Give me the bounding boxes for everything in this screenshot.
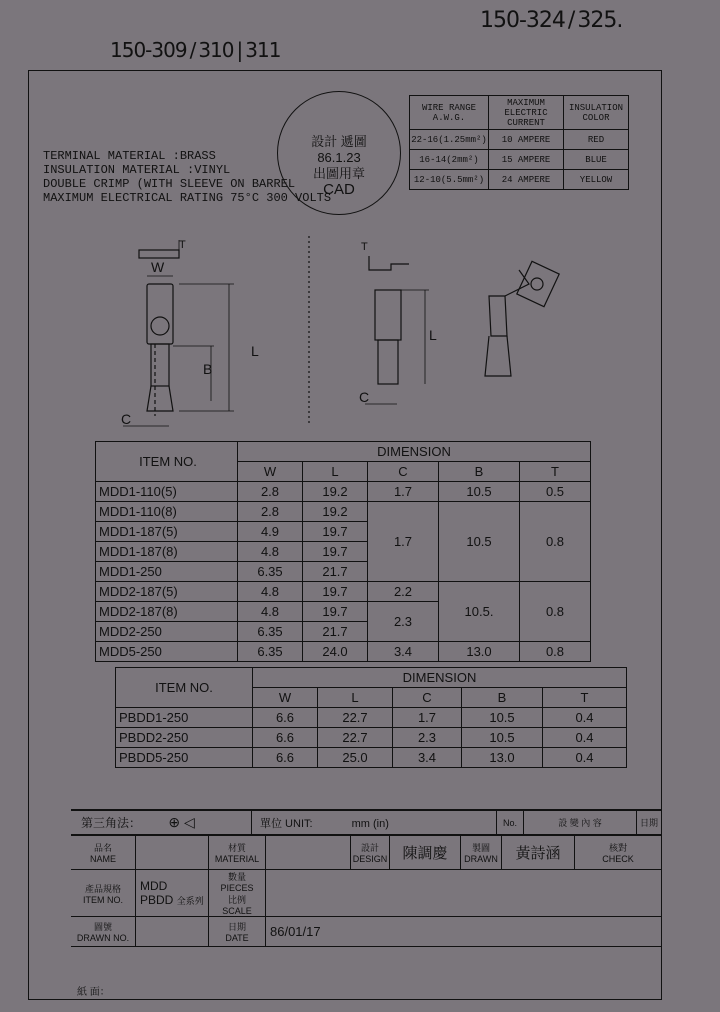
label-b: B — [203, 361, 213, 377]
item-cell: MDD5-250 — [96, 642, 238, 662]
rev-date-header: 日期 — [637, 811, 662, 835]
item-cell: MDD1-187(8) — [96, 542, 238, 562]
item-cell: MDD1-250 — [96, 562, 238, 582]
terminal-iso-view — [485, 261, 559, 376]
col-t: T — [543, 688, 627, 708]
current-cell: 24 AMPERE — [489, 170, 564, 190]
rev-content-header: 設 變 內 容 — [524, 811, 637, 835]
item-value — [136, 870, 209, 917]
t-cell: 0.5 — [520, 482, 591, 502]
wire-range-cell: 12-10(5.5mm²) — [410, 170, 489, 190]
pieces-en: PIECES — [220, 883, 254, 893]
label-w: W — [151, 259, 165, 275]
w-cell: 6.6 — [253, 728, 318, 748]
label-t: T — [179, 239, 186, 251]
barrel — [151, 344, 169, 386]
rev-no-header: No. — [497, 811, 524, 835]
item-value-mdd: MDD — [140, 879, 168, 893]
wire-range-cell: 22-16(1.25mm²) — [410, 130, 489, 150]
t-cell-group: 0.8 — [520, 582, 591, 642]
drawn-label — [461, 836, 502, 870]
code-150-324: 150-324 — [480, 8, 565, 33]
col-c: C — [368, 462, 439, 482]
l-cell: 19.7 — [303, 542, 368, 562]
unit-label: 單位 UNIT: — [260, 817, 313, 830]
l-cell: 22.7 — [318, 708, 393, 728]
title-block-main — [71, 835, 661, 947]
c-cell: 1.7 — [368, 482, 439, 502]
spec-double-crimp: DOUBLE CRIMP (WITH SLEEVE ON BARREL — [43, 177, 296, 191]
table-row — [116, 748, 627, 768]
c-cell: 3.4 — [368, 642, 439, 662]
b-cell: 10.5 — [462, 708, 543, 728]
item-cell: PBDD5-250 — [116, 748, 253, 768]
l-cell: 19.2 — [303, 502, 368, 522]
design-cn: 設計 — [360, 843, 379, 853]
l-cell: 24.0 — [303, 642, 368, 662]
w-cell: 4.9 — [238, 522, 303, 542]
stamp-line-2: 86.1.23 — [317, 150, 361, 165]
label-c2: C — [359, 389, 370, 405]
material-label — [209, 836, 266, 870]
drawn-en: DRAWN — [464, 854, 498, 864]
dimension-header: DIMENSION — [253, 668, 627, 688]
w-cell: 2.8 — [238, 482, 303, 502]
design-label — [351, 836, 390, 870]
design-en: DESIGN — [352, 854, 388, 864]
drawnno-cn: 圖號 — [93, 922, 112, 932]
material-en: MATERIAL — [214, 854, 260, 864]
drafter-name: 黃詩涵 — [502, 836, 575, 870]
terminal-side-view — [365, 256, 429, 404]
sleeve-end — [147, 386, 173, 411]
date-value: 86/01/17 — [266, 917, 662, 947]
pieces-scale-label — [209, 870, 266, 917]
l-cell: 19.2 — [303, 482, 368, 502]
scale-cn: 比例 — [227, 895, 246, 905]
item-cell: PBDD2-250 — [116, 728, 253, 748]
header-code-right: 150-324 / 325. — [480, 8, 623, 33]
color-cell: RED — [564, 130, 629, 150]
l-cell: 19.7 — [303, 602, 368, 622]
w-cell: 4.8 — [238, 602, 303, 622]
item-no-header: ITEM NO. — [116, 668, 253, 708]
table-row — [116, 728, 627, 748]
item-value-pbdd: PBDD — [140, 893, 174, 907]
item-cell: MDD2-250 — [96, 622, 238, 642]
title-block-top — [71, 810, 661, 835]
spec-terminal-material: TERMINAL MATERIAL :BRASS — [43, 149, 216, 163]
label-t2: T — [361, 241, 368, 253]
dimension-table-pbdd — [115, 667, 627, 768]
w-cell: 4.8 — [238, 542, 303, 562]
w-cell: 6.35 — [238, 642, 303, 662]
col-w: W — [238, 462, 303, 482]
tab-profile — [369, 256, 409, 270]
b-cell: 13.0 — [462, 748, 543, 768]
code-325: 325. — [577, 8, 623, 33]
item-cell: MDD1-187(5) — [96, 522, 238, 542]
b-cell: 10.5 — [462, 728, 543, 748]
drawing-sheet — [28, 70, 662, 1000]
material-cn: 材質 — [227, 843, 246, 853]
item-label — [71, 870, 136, 917]
stamp-line-3: 出圖用章 — [312, 166, 365, 181]
c-cell-group: 2.3 — [368, 602, 439, 642]
paper-note: 紙 面： — [77, 987, 110, 998]
item-cell: PBDD1-250 — [116, 708, 253, 728]
item-cell: MDD2-187(8) — [96, 602, 238, 622]
third-angle-icon: ⊕ ◁ — [168, 814, 195, 830]
blade-hole — [151, 317, 169, 335]
terminal-front-view — [123, 240, 234, 426]
table-row — [96, 502, 591, 522]
item-en: ITEM NO. — [83, 894, 123, 905]
table-row — [96, 482, 591, 502]
current-cell: 10 AMPERE — [489, 130, 564, 150]
t-cell: 0.8 — [520, 642, 591, 662]
code-311: 311 — [245, 38, 281, 62]
item-cell: MDD1-110(5) — [96, 482, 238, 502]
c-cell: 2.2 — [368, 582, 439, 602]
check-cn: 核對 — [608, 843, 627, 853]
spec-block — [43, 149, 331, 205]
c-cell: 3.4 — [393, 748, 462, 768]
name-en: NAME — [89, 854, 116, 864]
dimension-header: DIMENSION — [238, 442, 591, 462]
t-cell: 0.4 — [543, 728, 627, 748]
t-cell: 0.4 — [543, 748, 627, 768]
w-cell: 4.8 — [238, 582, 303, 602]
header-code-left: 150-309 / 310 | 311 — [110, 38, 281, 62]
l-cell: 19.7 — [303, 522, 368, 542]
spec-insulation-material: INSULATION MATERIAL :VINYL — [43, 163, 231, 177]
title-block — [71, 809, 661, 947]
pieces-cn: 數量 — [227, 872, 246, 882]
item-cn: 產品規格 — [84, 883, 121, 894]
l-cell: 19.7 — [303, 582, 368, 602]
label-l2: L — [429, 327, 437, 343]
col-b: B — [462, 688, 543, 708]
date-cn: 日期 — [227, 922, 246, 932]
wire-range-table — [409, 95, 629, 190]
code-310: 310 — [198, 38, 234, 62]
col-c: C — [393, 688, 462, 708]
w-cell: 6.6 — [253, 748, 318, 768]
w-cell: 2.8 — [238, 502, 303, 522]
item-cell: MDD2-187(5) — [96, 582, 238, 602]
mid-barrel — [378, 340, 398, 384]
projection-cell — [71, 811, 252, 835]
label-l: L — [251, 343, 259, 359]
w-cell: 6.35 — [238, 562, 303, 582]
check-label — [575, 836, 662, 870]
b-cell-group: 10.5. — [439, 582, 520, 642]
wire-range-header: WIRE RANGE A.W.G. — [410, 96, 489, 130]
drawn-cn: 製圖 — [471, 843, 490, 853]
date-en: DATE — [225, 933, 249, 943]
iso-bend — [505, 270, 529, 296]
item-no-header: ITEM NO. — [96, 442, 238, 482]
c-cell: 1.7 — [393, 708, 462, 728]
blade-side — [139, 250, 179, 258]
color-cell: YELLOW — [564, 170, 629, 190]
wire-row — [410, 150, 629, 170]
item-value-series: 全系列 — [176, 896, 204, 906]
l-cell: 21.7 — [303, 622, 368, 642]
w-cell: 6.35 — [238, 622, 303, 642]
label-c: C — [121, 411, 132, 427]
iso-blade — [517, 261, 559, 306]
drawn-no-label — [71, 917, 136, 947]
spec-max-rating: MAXIMUM ELECTRICAL RATING 75°C 300 VOLTS — [43, 191, 332, 205]
color-cell: BLUE — [564, 150, 629, 170]
max-current-header: MAXIMUM ELECTRIC CURRENT — [489, 96, 564, 130]
col-l: L — [318, 688, 393, 708]
table-row — [116, 708, 627, 728]
stamp-line-4: CAD — [323, 181, 355, 198]
current-cell: 15 AMPERE — [489, 150, 564, 170]
unit-cell — [252, 811, 497, 835]
scale-en: SCALE — [222, 906, 252, 916]
name-label — [71, 836, 136, 870]
t-cell: 0.4 — [543, 708, 627, 728]
pieces-scale-value — [266, 870, 662, 917]
col-l: L — [303, 462, 368, 482]
wire-row — [410, 170, 629, 190]
l-cell: 21.7 — [303, 562, 368, 582]
col-w: W — [253, 688, 318, 708]
drawnno-en: DRAWN NO. — [76, 933, 130, 943]
name-cn: 品名 — [93, 843, 112, 853]
check-en: CHECK — [602, 854, 634, 864]
stamp-line-1: 設計 遞圖 — [311, 134, 367, 149]
item-cell: MDD1-110(8) — [96, 502, 238, 522]
insulation-color-header: INSULATION COLOR — [564, 96, 629, 130]
table-row — [96, 582, 591, 602]
b-cell-group: 10.5 — [439, 502, 520, 582]
date-label — [209, 917, 266, 947]
iso-hole — [531, 278, 543, 290]
unit-value: mm (in) — [351, 817, 389, 830]
wire-range-cell: 16-14(2mm²) — [410, 150, 489, 170]
c-cell-group: 1.7 — [368, 502, 439, 582]
l-cell: 25.0 — [318, 748, 393, 768]
l-cell: 22.7 — [318, 728, 393, 748]
c-cell: 2.3 — [393, 728, 462, 748]
iso-barrel — [489, 296, 507, 336]
table-row — [96, 642, 591, 662]
b-cell: 13.0 — [439, 642, 520, 662]
col-t: T — [520, 462, 591, 482]
code-150-309: 150-309 — [110, 38, 187, 62]
projection-label: 第三角法： — [81, 816, 142, 830]
col-b: B — [439, 462, 520, 482]
b-cell: 10.5 — [439, 482, 520, 502]
drawn-no-value — [136, 917, 209, 947]
material-value — [266, 836, 351, 870]
designer-name: 陳調慶 — [390, 836, 461, 870]
wire-row — [410, 130, 629, 150]
mid-blade — [375, 290, 401, 340]
terminal-drawings — [29, 226, 663, 436]
iso-sleeve — [485, 336, 511, 376]
t-cell-group: 0.8 — [520, 502, 591, 582]
w-cell: 6.6 — [253, 708, 318, 728]
name-value — [136, 836, 209, 870]
dimension-table-mdd — [95, 441, 591, 662]
